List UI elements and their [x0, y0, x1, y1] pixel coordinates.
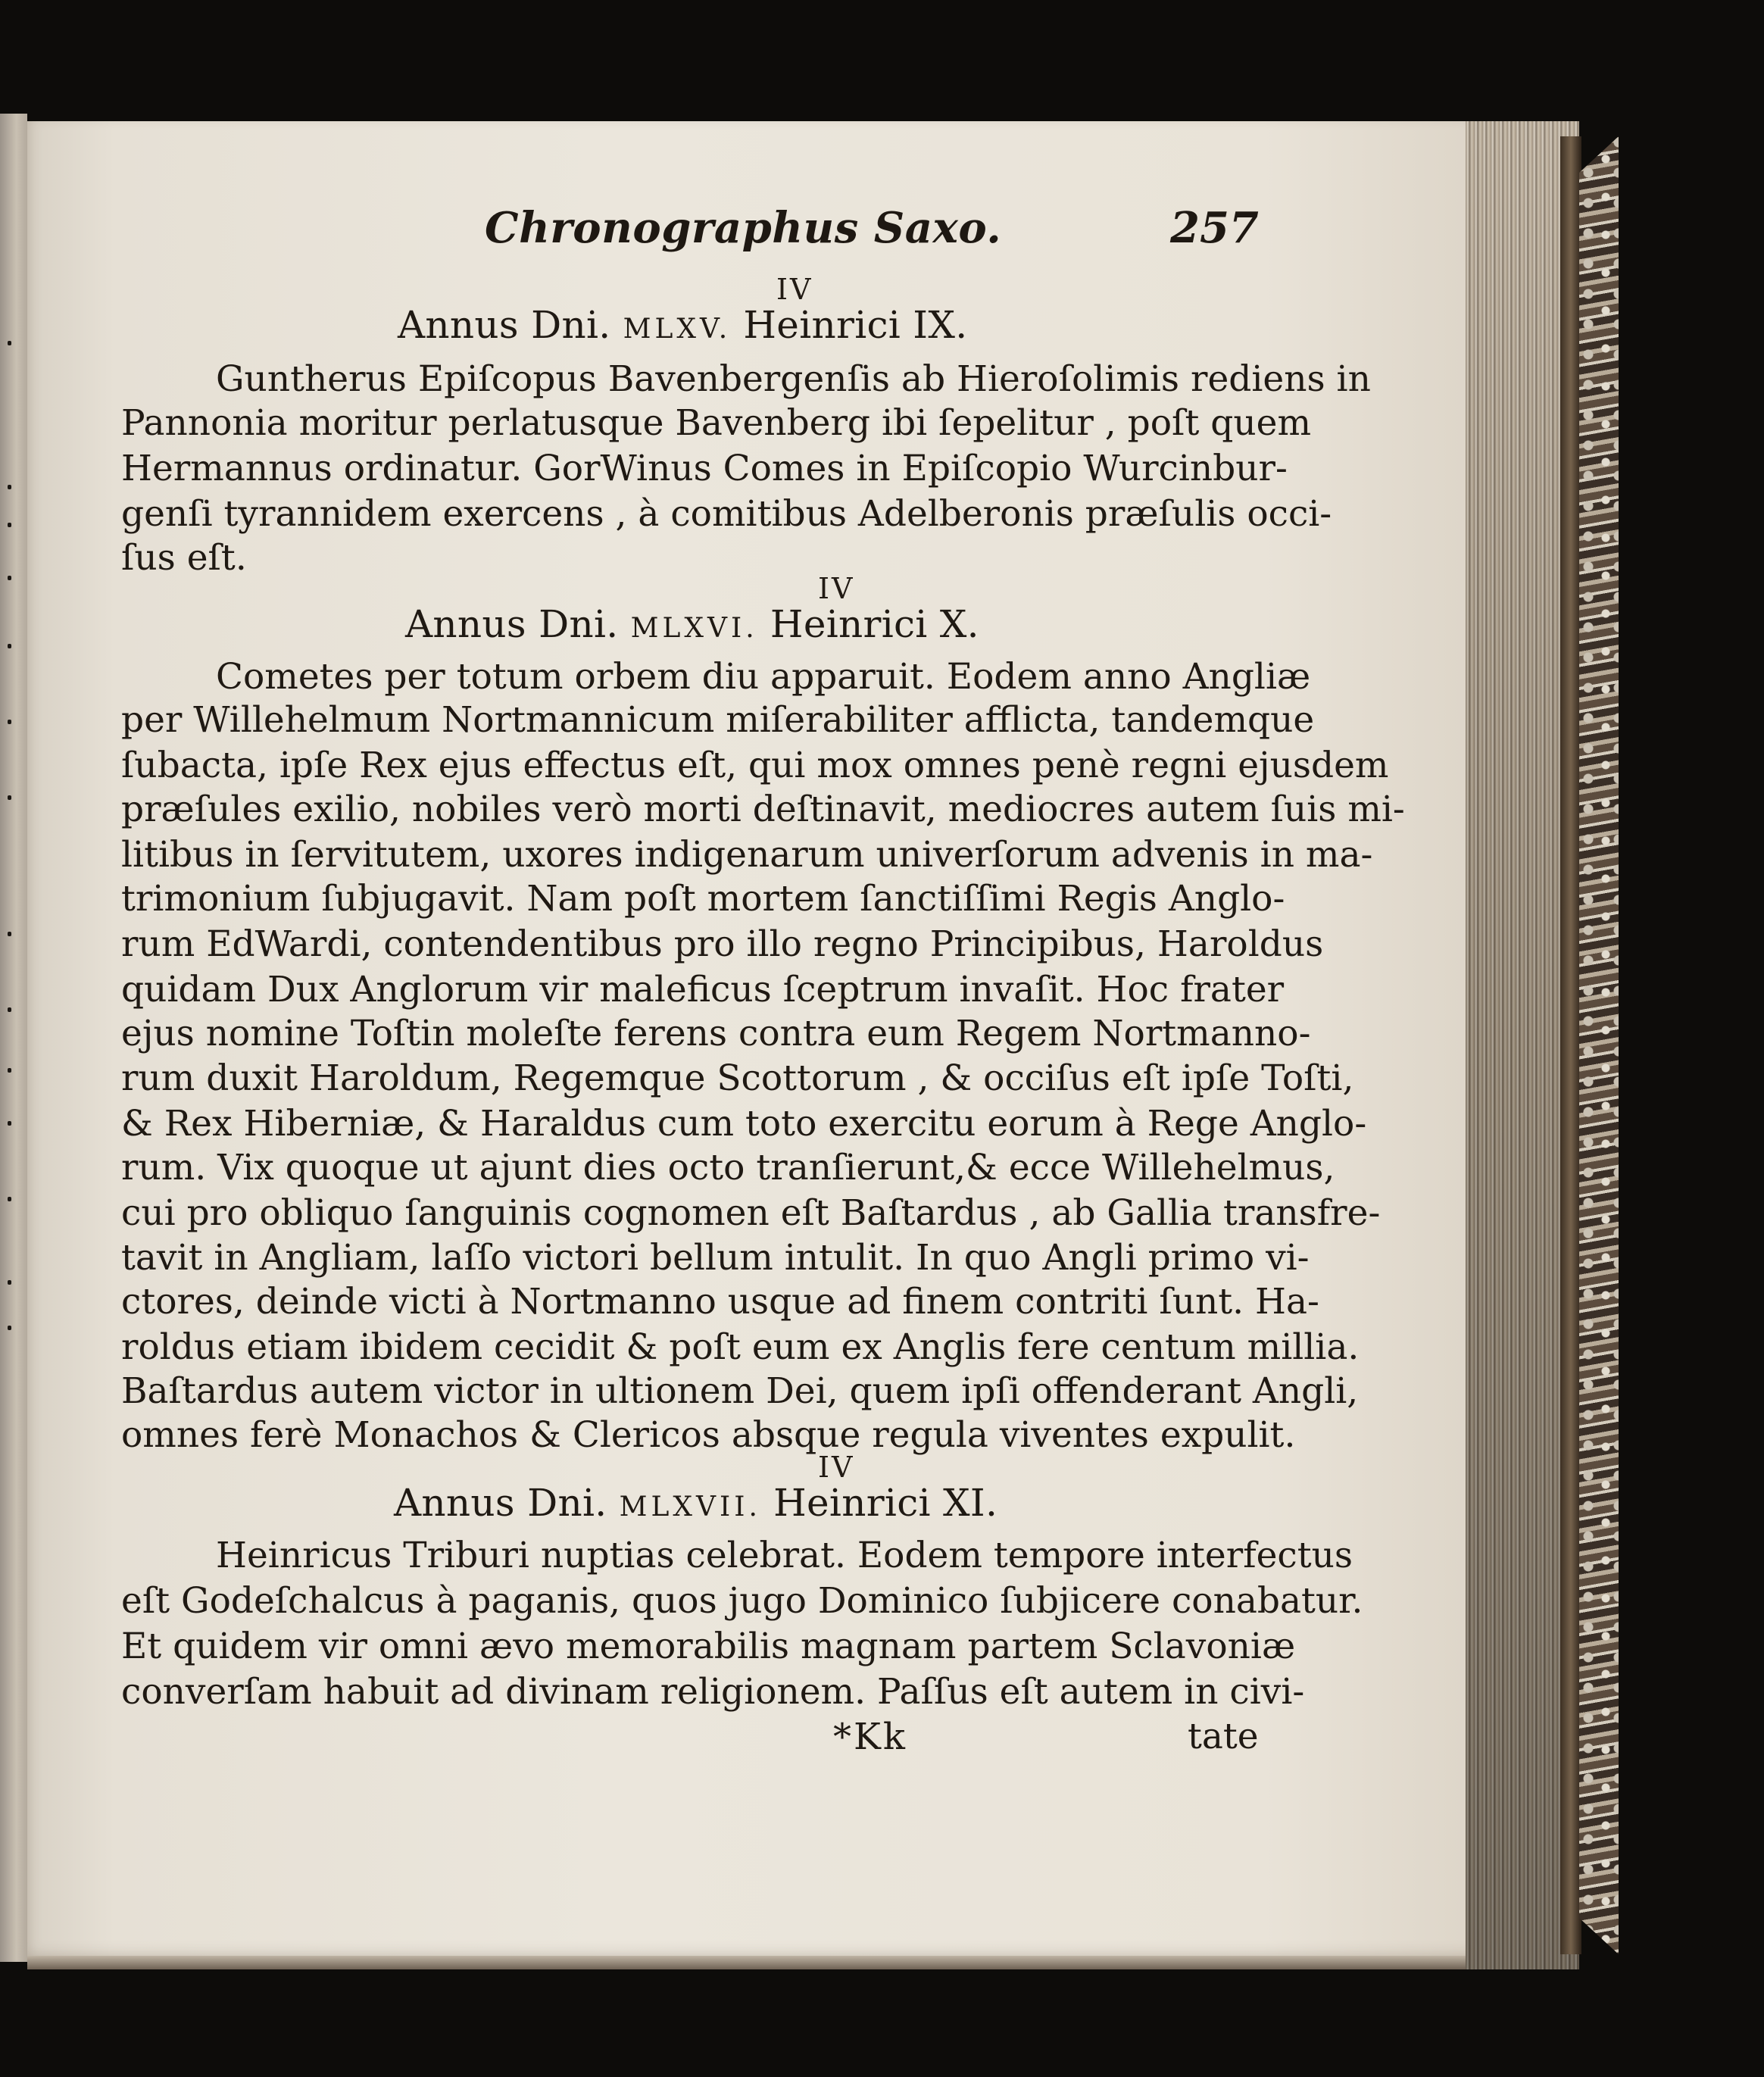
heading-year-numeral: MLXV.	[623, 314, 732, 345]
facing-page-edge	[0, 114, 27, 1962]
text-line: litibus in ſervitutem, uxores indigenarum univerſorum advenis in ma-	[121, 834, 1373, 876]
section-marker: IV	[818, 1451, 855, 1484]
heading-prefix: Annus Dni.	[398, 303, 611, 347]
year-heading	[405, 602, 979, 646]
text-line: tavit in Angliam, laſſo victori bellum intulit. In quo Angli primo vi-	[121, 1237, 1310, 1279]
heading-reign: Heinrici XI.	[773, 1481, 998, 1525]
heading-prefix: Annus Dni.	[394, 1481, 607, 1525]
heading-year-numeral: MLXVI.	[630, 613, 758, 644]
text-line: cui pro obliquo ſanguinis cognomen eſt Baſtardus , ab Gallia transfre-	[121, 1192, 1381, 1234]
section-marker: IV	[818, 572, 855, 605]
text-line: Pannonia moritur perlatusque Bavenberg ibi ſepelitur , poſt quem	[121, 402, 1312, 444]
text-line: converſam habuit ad divinam religionem. Paſſus eſt autem in civi-	[121, 1671, 1305, 1713]
text-line: Cometes per totum orbem diu apparuit. Eodem anno Angliæ	[216, 656, 1311, 698]
text-line: quidam Dux Anglorum vir maleficus ſceptrum invaſit. Hoc frater	[121, 969, 1285, 1010]
heading-prefix: Annus Dni.	[405, 602, 619, 646]
text-line: genſi tyrannidem exercens , à comitibus Adelberonis præſulis occi-	[121, 493, 1332, 535]
text-line: roldus etiam ibidem cecidit & poſt eum ex Anglis fere centum millia.	[121, 1326, 1360, 1368]
heading-year-numeral: MLXVII.	[619, 1491, 761, 1523]
year-heading	[394, 1481, 998, 1525]
signature-mark: *Kk	[833, 1716, 907, 1758]
running-header	[0, 203, 1764, 256]
text-line: eſt Godeſchalcus à paganis, quos jugo Dominico ſubjicere conabatur.	[121, 1580, 1363, 1622]
heading-reign: Heinrici IX.	[743, 303, 968, 347]
section-marker: IV	[776, 273, 813, 306]
text-line: ſubacta, ipſe Rex ejus effectus eſt, qui mox omnes penè regni ejusdem	[121, 745, 1389, 786]
year-heading	[398, 303, 967, 347]
text-line: Baſtardus autem victor in ultionem Dei, quem ipſi offenderant Angli,	[121, 1370, 1359, 1412]
text-line: ctores, deinde victi à Nortmanno usque ad finem contriti ſunt. Ha-	[121, 1281, 1319, 1323]
heading-reign: Heinrici X.	[770, 602, 979, 646]
binding-board	[1560, 136, 1581, 1954]
text-line: Guntherus Epiſcopus Bavenbergenſis ab Hieroſolimis rediens in	[216, 358, 1371, 400]
text-line: ſus eſt.	[121, 537, 247, 579]
text-line: ejus nomine Toſtin moleſte ferens contra eum Regem Nortmanno-	[121, 1013, 1311, 1054]
text-line: rum. Vix quoque ut ajunt dies octo tranſierunt,& ecce Willehelmus,	[121, 1147, 1335, 1188]
text-line: per Willehelmum Nortmannicum miſerabiliter afflicta, tandemque	[121, 699, 1315, 741]
marbled-endpaper	[1579, 136, 1619, 1954]
text-line: Heinricus Triburi nuptias celebrat. Eodem tempore interfectus	[216, 1535, 1353, 1576]
facing-page-ink-marks	[5, 341, 17, 1477]
text-line: trimonium ſubjugavit. Nam poſt mortem ſanctiſſimi Regis Anglo-	[121, 878, 1285, 920]
text-line: rum duxit Haroldum, Regemque Scottorum , & occiſus eſt ipſe Toſti,	[121, 1057, 1354, 1099]
text-line: rum EdWardi, contendentibus pro illo regno Principibus, Haroldus	[121, 923, 1324, 965]
running-title: Chronographus Saxo.	[485, 203, 1002, 253]
text-line: Hermannus ordinatur. GorWinus Comes in Epiſcopio Wurcinbur-	[121, 448, 1288, 489]
text-line: Et quidem vir omni ævo memorabilis magnam partem Sclavoniæ	[121, 1626, 1296, 1667]
page-bottom-edge	[27, 1956, 1497, 1969]
page-number: 257	[1170, 203, 1259, 253]
text-line: præſules exilio, nobiles verò morti deſtinavit, mediocres autem ſuis mi-	[121, 789, 1405, 830]
text-line: omnes ferè Monachos & Clericos absque regula viventes expulit.	[121, 1414, 1296, 1456]
catchword: tate	[1188, 1716, 1259, 1757]
text-line: & Rex Hiberniæ, & Haraldus cum toto exercitu eorum à Rege Anglo-	[121, 1103, 1367, 1145]
